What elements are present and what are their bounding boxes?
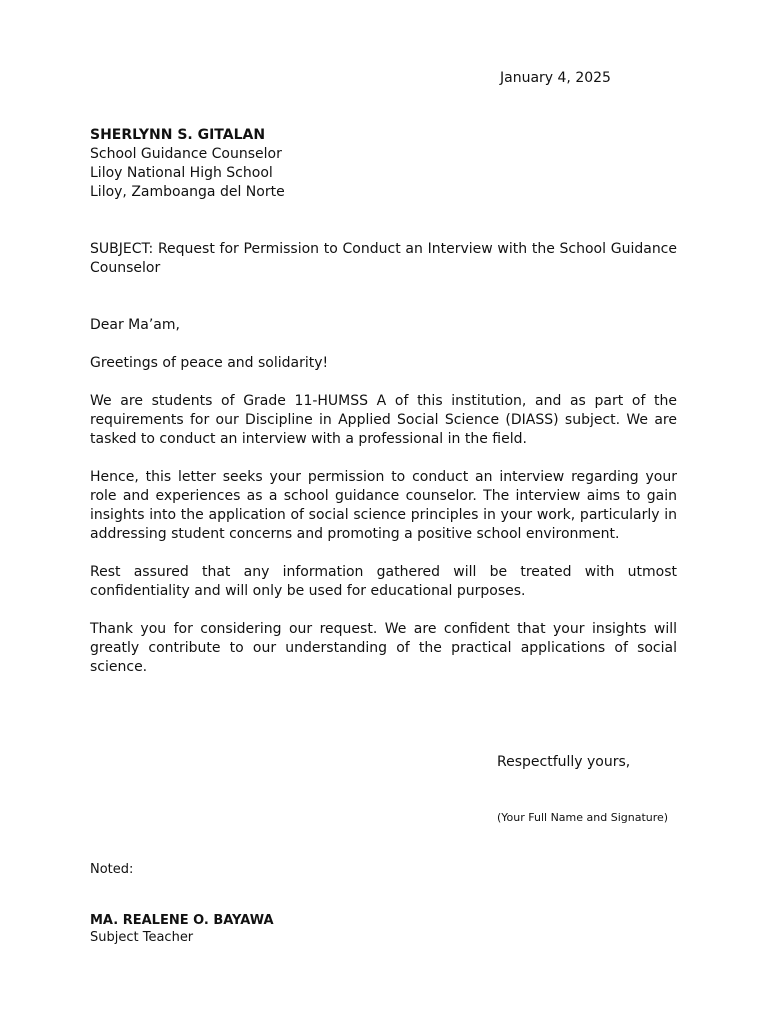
recipient-name: SHERLYNN S. GITALAN	[90, 127, 266, 143]
letter-closing: Respectfully yours,	[497, 754, 631, 770]
letter-date: January 4, 2025	[500, 70, 611, 86]
recipient-title: School Guidance Counselor	[90, 146, 282, 162]
recipient-block	[90, 126, 285, 202]
body-paragraph: Rest assured that any information gathered will be treated with utmost confidentiality and will only be used for educational purposes.	[90, 564, 677, 599]
letter-subject: SUBJECT: Request for Permission to Conduct an Interview with the School Guidance Counselor	[90, 241, 677, 276]
noted-name: MA. REALENE O. BAYAWA	[90, 913, 274, 928]
body-paragraph: Hence, this letter seeks your permission to conduct an interview regarding your role and experiences as a school guidance counselor. The interview aims to gain insights into the application of social science principles in your work, particularly in addressing student concerns and promoting a positive school environment.	[90, 469, 677, 542]
body-paragraph: Thank you for considering our request. We are confident that your insights will greatly contribute to our understanding of the practical applications of social science.	[90, 621, 677, 675]
letter-salutation: Dear Ma’am,	[90, 317, 180, 333]
noted-label: Noted:	[90, 862, 134, 877]
recipient-address: Liloy, Zamboanga del Norte	[90, 184, 285, 200]
signature-placeholder: (Your Full Name and Signature)	[497, 811, 669, 824]
letter-greeting: Greetings of peace and solidarity!	[90, 355, 329, 371]
noted-title: Subject Teacher	[90, 930, 194, 945]
body-paragraph: We are students of Grade 11-HUMSS A of this institution, and as part of the requirements for our Discipline in Applied Social Science (DIASS) subject. We are tasked to conduct an interview with a professional in the field.	[90, 393, 677, 447]
recipient-school: Liloy National High School	[90, 165, 273, 181]
